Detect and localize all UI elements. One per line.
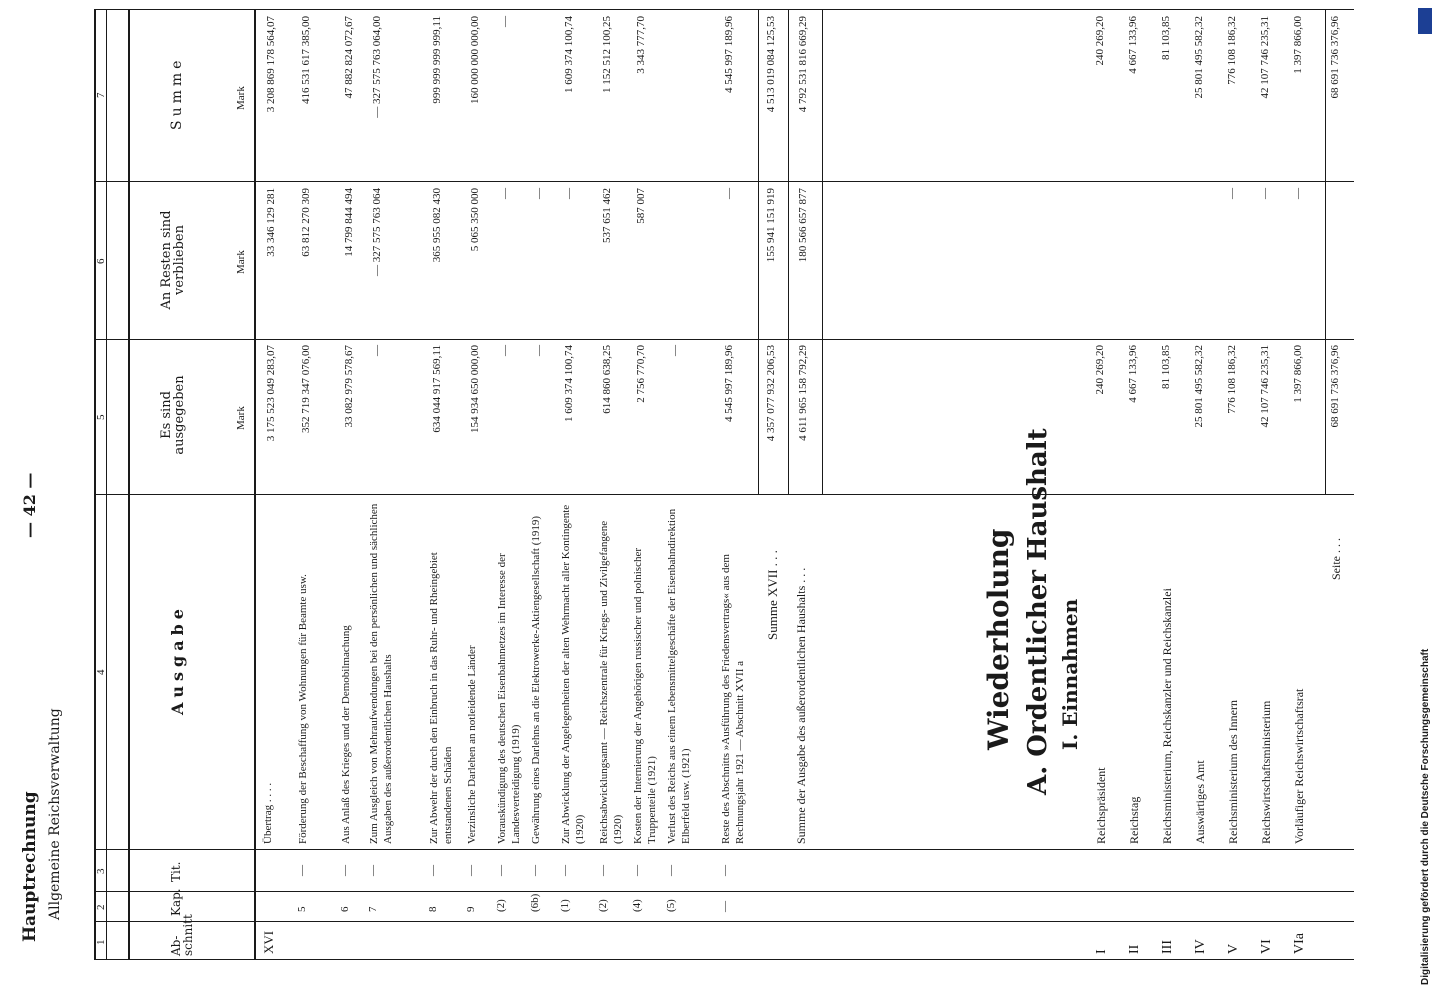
summe-xvii-reste: 155 941 151 919 [765,188,777,263]
row-ausgegeben: 1 609 374 100,74 [563,345,575,422]
header-ausgabe: Ausgabe [168,604,187,715]
row-kap: (2) [495,899,507,912]
row-kap: (1) [559,899,571,912]
row-kap: (2) [597,899,609,912]
unit-reste: Mark [235,250,247,274]
row-ausgegeben: 2 756 770,70 [635,345,647,403]
row-summe: — [499,16,511,27]
row-kap: (4) [631,899,643,912]
row-ausgegeben: 614 860 638,25 [601,345,613,414]
header-rule-bottom [128,10,130,960]
row-text: Zur Abwehr der durch den Einbruch in das Ruhr- und Rheingebiet entstandenen Schäden [428,552,454,844]
row-text: Förderung der Beschaffung von Wohnungen für Beamte usw. [297,574,309,844]
einnahme-text: Auswärtiges Amt [1193,760,1207,844]
header-tit: Tit. [169,861,183,882]
row-reste: — [723,188,735,199]
row-text: Verlust des Reichs aus einem Lebensmittelgeschäfte der Eisenbahndirektion Elberfeld usw. (1921) [666,508,692,844]
row-tit: — [719,865,731,876]
unit-ausgegeben: Mark [235,406,247,430]
row-tit: — [427,865,439,876]
einnahme-text: Reichswirtschaftsministerium [1259,700,1273,844]
row-text: Übertrag . . . . [262,782,274,844]
dfg-credit [1420,10,1434,990]
row-ausgegeben: 4 545 997 189,96 [723,345,735,422]
row-summe: — 327 575 763 064,00 [371,16,383,118]
col-rule-7 [94,9,1354,10]
row-reste: 365 955 082 430 [431,188,443,263]
einnahme-summe: 240 269,20 [1094,16,1106,66]
row-reste: 537 651 462 [601,188,613,243]
summe-ao-summe: 4 792 531 816 669,29 [797,16,809,113]
row-summe: 47 882 824 072,67 [343,16,355,99]
row-text: Reichsabwicklungsamt — Reichszentrale für Kriegs- und Zivilgefangene (1920) [598,520,624,844]
section-heading: A. Ordentlicher Haushalt [1023,428,1053,795]
einnahme-summe: 776 108 186,32 [1226,16,1238,85]
col-rule-6 [94,181,1354,182]
unit-summe: Mark [235,86,247,110]
row-tit: — [631,865,643,876]
col-rule-2 [94,891,1354,892]
row-reste: 33 346 129 281 [265,188,277,257]
einnahme-ausgegeben: 25 801 495 582,32 [1193,345,1205,428]
einnahme-ausgegeben: 240 269,20 [1094,345,1106,395]
subsection-heading: I. Einnahmen [1058,598,1082,750]
einnahme-ausgegeben: 1 397 866,00 [1292,345,1304,403]
summe-ao-reste: 180 566 657 877 [797,188,809,263]
colnum-3: 3 [95,868,107,874]
row-tit: — [597,865,609,876]
header-rule-top [94,10,96,960]
header-abschnitt: Ab-schnitt [169,914,195,956]
col-rule-1 [94,921,1354,922]
einnahme-text: Reichsministerium des Innern [1226,700,1240,844]
einnahme-text: Vorläufiger Reichswirtschaftsrat [1292,688,1306,844]
row-text: Reste des Abschnitts »Ausführung des Friedensvertrags« aus dem Rechnungsjahr 1921 — Abschnitt XVII a [720,554,746,844]
col-rule-5 [94,339,1354,340]
row-ausgegeben: 3 175 523 049 283,07 [265,345,277,442]
row-ausgegeben: — [533,345,545,356]
einnahme-reste: — [1292,188,1304,199]
ledger-subtitle: Allgemeine Reichsverwaltung [47,708,63,920]
row-summe: 3 343 777,70 [635,16,647,74]
einnahme-summe: 42 107 746 235,31 [1259,16,1271,99]
page-number: — 42 — [20,472,39,538]
row-reste: 63 812 270 309 [300,188,312,257]
row-kap: 6 [339,906,351,912]
row-summe: 416 531 617 385,00 [300,16,312,104]
einnahme-reste: — [1259,188,1271,199]
row-ausgegeben: 33 082 979 578,67 [343,345,355,428]
einnahme-abschnitt: V [1226,943,1241,954]
row-tit: — [495,865,507,876]
row-kap: 7 [367,906,379,912]
einnahme-summe: 25 801 495 582,32 [1193,16,1205,99]
seite-ausgegeben: 68 691 736 376,96 [1329,345,1341,428]
row-text: Verzinsliche Darlehen an notleidende Länder [466,645,478,844]
row-kap: (6b) [529,893,541,912]
colnum-7: 7 [95,92,107,98]
einnahme-text: Reichsministerium, Reichskanzler und Reichskanzlei [1160,588,1174,844]
row-kap: 8 [427,906,439,912]
einnahme-abschnitt: VI [1259,939,1274,954]
row-summe: 999 999 999 999,11 [431,16,443,104]
summe-xvii-summe: 4 513 019 084 125,53 [765,16,777,113]
ledger-title: Hauptrechnung [20,791,40,942]
row-text: Gewährung eines Darlehns an die Elektrowerke-Aktiengesellschaft (1919) [530,515,542,844]
row-kap: 5 [296,906,308,912]
einnahme-summe: 1 397 866,00 [1292,16,1304,74]
row-kap: (5) [665,899,677,912]
row-tit: — [665,865,677,876]
row-ausgegeben: — [669,345,681,356]
row-reste: — 327 575 763 064 [371,188,383,276]
header-summe: Summe [169,56,185,130]
row-text: Zum Ausgleich von Mehraufwendungen bei den persönlichen und sächlichen Ausgaben des außerordentlichen Haushalts [368,503,394,844]
einnahme-ausgegeben: 4 667 133,96 [1127,345,1139,403]
row-tit: — [529,865,541,876]
einnahme-reste: — [1226,188,1238,199]
einnahme-abschnitt: IV [1193,939,1208,954]
row-ausgegeben: 154 934 650 000,00 [469,345,481,433]
row-tit: — [559,865,571,876]
colnum-5: 5 [95,414,107,420]
row-tit: — [465,865,477,876]
seite-rule [1325,10,1326,495]
einnahme-summe: 4 667 133,96 [1127,16,1139,74]
einnahme-summe: 81 103,85 [1160,16,1172,60]
colnum-4: 4 [95,669,107,675]
row-summe: 1 609 374 100,74 [563,16,575,93]
header-ausgegeben: Es sind ausgegeben [159,375,187,455]
einnahme-ausgegeben: 42 107 746 235,31 [1259,345,1271,428]
colnum-2: 2 [95,904,107,910]
row-summe: 3 208 869 178 564,07 [265,16,277,113]
einnahme-ausgegeben: 776 108 186,32 [1226,345,1238,414]
summe-xvii-ausgegeben: 4 357 077 932 206,53 [765,345,777,442]
row-text: Zur Abwicklung der Angelegenheiten der alten Wehrmacht aller Kontingente (1920) [560,504,586,844]
seite-label: Seite . . . [1329,538,1343,580]
row-reste: — [499,188,511,199]
row-summe: 1 152 512 100,25 [601,16,613,93]
row-tit: — [339,865,351,876]
sum-rule-ao [788,10,789,495]
header-reste: An Resten sind verblieben [159,210,187,310]
row-ausgegeben: 634 044 917 569,11 [431,345,443,433]
row-reste: — [533,188,545,199]
einnahme-abschnitt: III [1160,940,1175,954]
row-kap: — [719,901,731,912]
seite-summe: 68 691 736 376,96 [1329,16,1341,99]
row-reste: — [563,188,575,199]
summe-ao-ausgegeben: 4 611 965 158 792,29 [797,345,809,441]
summe-ao-label: Summe der Ausgabe des außerordentlichen Haushalts . . . [794,567,808,844]
row-summe: 4 545 997 189,96 [723,16,735,93]
einnahme-text: Reichstag [1127,796,1141,844]
einnahme-abschnitt: I [1094,949,1109,954]
row-reste: 587 007 [635,188,647,224]
row-reste: 14 799 844 494 [343,188,355,257]
colnum-6: 6 [95,258,107,264]
row-abschnitt: XVI [261,930,276,954]
header-kap: Kap. [169,888,183,916]
einnahme-abschnitt: II [1127,944,1142,954]
row-ausgegeben: — [371,345,383,356]
row-ausgegeben: 352 719 347 076,00 [300,345,312,433]
colnum-1: 1 [95,939,107,945]
header-rule-units [254,10,256,960]
col-rule-3 [94,849,1354,850]
row-text: Vorauskündigung des deutschen Eisenbahnnetzes im Interesse der Landesverteidigung (1919) [496,553,522,844]
sum-rule-xvii [758,10,759,495]
header-rule-numbers [106,10,107,960]
dfg-credit-text: Digitalisierung gefördert durch die Deutsche Forschungsgemeinschaft [1420,648,1431,985]
row-reste: 5 065 350 000 [469,188,481,252]
row-summe: 160 000 000 000,00 [469,16,481,104]
einnahme-text: Reichspräsident [1094,767,1108,844]
row-tit: — [296,865,308,876]
summe-xvii-label: Summe XVII . . . [765,550,780,640]
row-kap: 9 [465,906,477,912]
row-text: Kosten der Internierung der Angehörigen russischer und polnischer Truppenteile (1921) [632,547,658,844]
col-rule-4 [94,494,1354,495]
sum-rule-ao-bottom [822,10,823,495]
row-tit: — [367,865,379,876]
row-ausgegeben: — [499,345,511,356]
col-rule-0 [94,959,1354,960]
row-text: Aus Anlaß des Krieges und der Demobilmachung [340,625,352,844]
einnahme-abschnitt: VIa [1292,933,1307,954]
wiederholung-heading: Wiederholung [982,528,1015,750]
einnahme-ausgegeben: 81 103,85 [1160,345,1172,389]
